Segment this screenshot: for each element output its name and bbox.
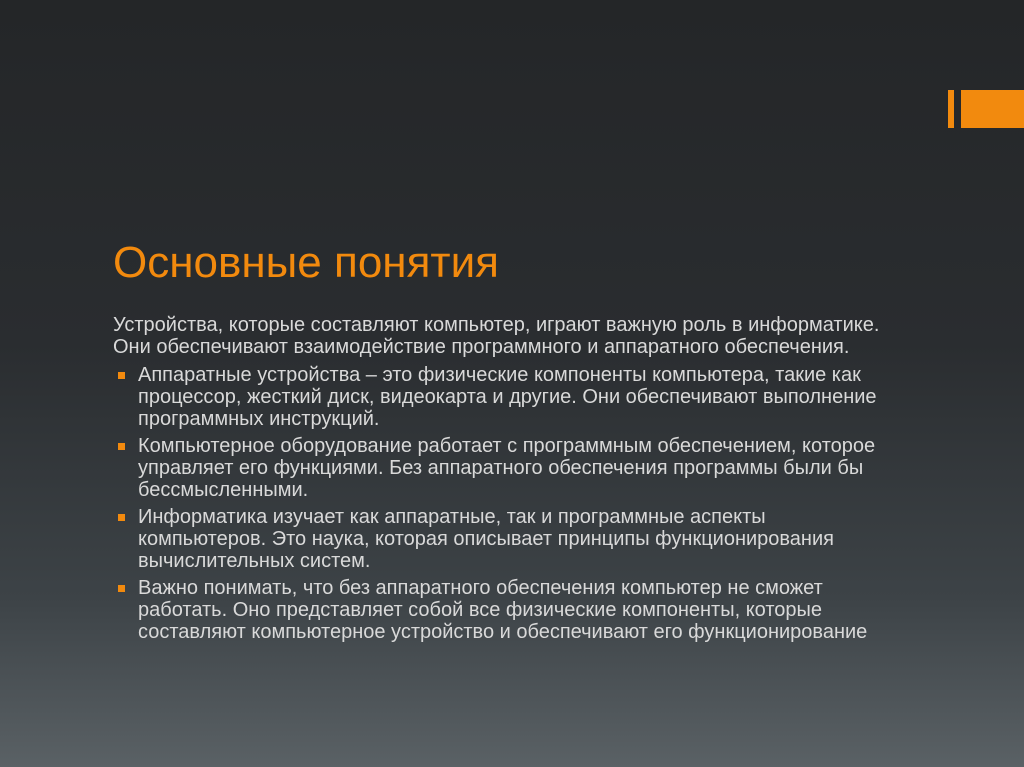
bullet-item [113,577,883,643]
square-bullet-icon [118,443,125,450]
bullet-text: Компьютерное оборудование работает с программным обеспечением, которое управляет его функциями. Без аппаратного обеспечения программы были бы бессмысленными. [138,435,876,501]
bullet-item [113,364,883,430]
square-bullet-icon [118,585,125,592]
accent-bar-thick [961,90,1024,128]
accent-bar-thin [948,90,954,128]
bullet-text: Важно понимать, что без аппаратного обеспечения компьютер не сможет работать. Оно представляет собой все физические компоненты, которые составляют компьютерное устройство и обеспечивают его функционирование [138,577,868,643]
bullet-item [113,435,883,501]
slide-title: Основные понятия [113,238,499,287]
intro-paragraph: Устройства, которые составляют компьютер, играют важную роль в информатике. Они обеспечивают взаимодействие программного и аппаратного обеспечения. [113,314,880,358]
square-bullet-icon [118,372,125,379]
bullet-list [113,364,883,643]
square-bullet-icon [118,514,125,521]
bullet-text: Аппаратные устройства – это физические компоненты компьютера, такие как процессор, жесткий диск, видеокарта и другие. Они обеспечивают выполнение программных инструкций. [138,364,877,430]
bullet-item [113,506,883,572]
slide-body [113,314,883,648]
bullet-text: Информатика изучает как аппаратные, так и программные аспекты компьютеров. Это наука, которая описывает принципы функционирования вычислительных систем. [138,506,834,572]
